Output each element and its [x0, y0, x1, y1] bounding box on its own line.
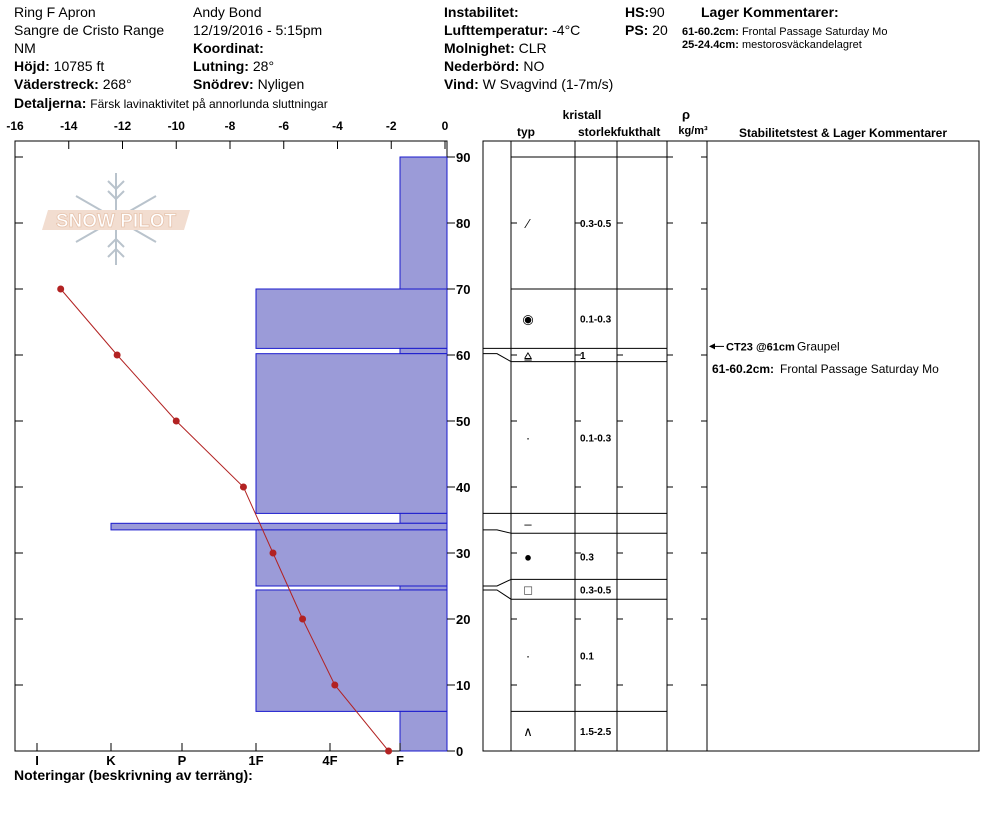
table-ticks — [511, 157, 707, 751]
wind-value: W Svagvind (1-7m/s) — [482, 76, 614, 92]
elevation-label: Höjd: — [14, 58, 50, 74]
grain-type-symbol: ◉ — [522, 311, 534, 327]
grain-type-symbol: · — [525, 648, 531, 664]
grain-size: 0.1-0.3 — [580, 314, 612, 326]
grain-size: 0.1 — [580, 651, 594, 663]
stability-test-label: CT23 @61cm — [726, 341, 795, 354]
grain-type-symbol: □ — [524, 582, 532, 598]
location-name: Ring F Apron — [14, 4, 96, 20]
precip-label: Nederbörd: — [444, 58, 520, 74]
grain-size: 1.5-2.5 — [580, 727, 612, 739]
col-header-rho: ρ — [681, 107, 691, 122]
instability-label: Instabilitet: — [444, 4, 519, 20]
aspect-label: Väderstreck: — [14, 76, 99, 92]
hardness-bars — [111, 157, 447, 751]
drift-label: Snödrev: — [193, 76, 254, 92]
temperature-point — [270, 550, 277, 557]
depth-tick-label: 10 — [456, 678, 471, 693]
airtemp-label: Lufttemperatur: — [444, 22, 549, 38]
col-header-moisture: fukthalt — [617, 125, 661, 139]
hardness-layer-bar — [400, 513, 447, 523]
grain-size: 1 — [580, 351, 586, 362]
hardness-tick-label: 4F — [322, 753, 338, 768]
logo-text: SNOW PILOT — [55, 211, 177, 232]
depth-tick-label: 20 — [456, 612, 471, 627]
grain-size: 0.3 — [580, 552, 594, 564]
elevation-value: 10785 ft — [53, 58, 105, 74]
layer-connector — [483, 590, 511, 599]
temperature-tick-label: -8 — [224, 119, 236, 133]
temperature-tick-label: 0 — [441, 119, 449, 133]
depth-tick-label: 50 — [456, 414, 471, 429]
slope-label: Lutning: — [193, 58, 249, 74]
temperature-tick-label: -10 — [167, 119, 185, 133]
temperature-point — [240, 484, 247, 491]
temperature-tick-label: -12 — [113, 119, 132, 133]
clouds-value: CLR — [518, 40, 547, 56]
col-header-density-unit: kg/m³ — [678, 125, 708, 137]
depth-tick-label: 90 — [456, 150, 471, 165]
hardness-tick-label: P — [177, 753, 187, 768]
drift-value: Nyligen — [257, 76, 305, 92]
temperature-tick-label: -14 — [60, 119, 78, 133]
col-header-crystal: kristall — [562, 108, 602, 122]
aspect-value: 268° — [102, 76, 132, 92]
layer-comment-2-depth: 25-24.4cm: — [682, 39, 739, 51]
hardness-layer-bar — [111, 523, 447, 530]
hardness-tick-label: F — [396, 753, 404, 768]
temperature-point — [173, 418, 180, 425]
layer-table — [483, 141, 979, 751]
depth-tick-label: 30 — [456, 546, 471, 561]
hardness-layer-bar — [400, 586, 447, 590]
grain-type-symbol: ∧ — [523, 724, 533, 740]
col-header-stability: Stabilitetstest & Lager Kommentarer — [738, 126, 948, 140]
col-header-size: storlek — [578, 125, 618, 139]
terrain-notes-label: Noteringar (beskrivning av terräng): — [14, 767, 253, 783]
stability-layer-depth: 61-60.2cm: — [712, 362, 775, 376]
grain-type-symbol: – — [524, 516, 532, 532]
temperature-point — [299, 616, 306, 623]
temperature-tick-label: -16 — [6, 119, 24, 133]
depth-axis — [447, 150, 470, 759]
layer-comments-title: Lager Kommentarer: — [701, 4, 839, 20]
details-value: Färsk lavinaktivitet på annorlunda sluttningar — [90, 97, 328, 111]
stability-test-comment: Graupel — [797, 339, 840, 354]
depth-tick-label: 70 — [456, 282, 471, 297]
hardness-layer-bar — [256, 289, 447, 348]
hardness-layer-bar — [256, 354, 447, 514]
stability-annotations — [709, 339, 939, 376]
grain-type-symbol: ⩠ — [524, 348, 532, 363]
stability-layer-text: Frontal Passage Saturday Mo — [780, 362, 939, 376]
hardness-layer-bar — [256, 530, 447, 586]
ps-value: 20 — [652, 22, 668, 38]
depth-tick-label: 60 — [456, 348, 471, 363]
col-header-type: typ — [517, 125, 535, 139]
grain-size: 0.1-0.3 — [580, 433, 612, 445]
hardness-layer-bar — [400, 348, 447, 353]
hs-label: HS: — [625, 4, 650, 20]
layer-comment-2-text: mestorosväckandelagret — [741, 39, 862, 51]
depth-tick-label: 80 — [456, 216, 471, 231]
observation-datetime: 12/19/2016 - 5:15pm — [193, 22, 323, 38]
hardness-layer-bar — [400, 711, 447, 751]
ps-label: PS: — [625, 22, 649, 38]
observer-name: Andy Bond — [193, 4, 262, 20]
temperature-point — [57, 286, 64, 293]
temperature-tick-label: -2 — [385, 119, 397, 133]
layer-comment-1-text: Frontal Passage Saturday Mo — [741, 26, 888, 38]
temperature-axis — [6, 119, 448, 149]
coordinate-label: Koordinat: — [193, 40, 264, 56]
temperature-tick-label: -4 — [332, 119, 343, 133]
temperature-point — [385, 748, 392, 755]
slope-value: 28° — [252, 58, 275, 74]
state-name: NM — [14, 40, 36, 56]
grain-size: 0.3-0.5 — [580, 219, 612, 230]
hardness-tick-label: I — [35, 753, 39, 768]
temperature-tick-label: -6 — [278, 119, 290, 133]
hardness-tick-label: 1F — [248, 753, 264, 768]
depth-tick-label: 0 — [456, 744, 464, 759]
grain-type-symbol: ● — [524, 549, 532, 565]
depth-tick-label: 40 — [456, 480, 471, 495]
airtemp-value: -4°C — [552, 22, 581, 38]
snowpilot-logo — [42, 173, 190, 265]
clouds-label: Molnighet: — [444, 40, 515, 56]
temperature-point — [331, 682, 338, 689]
wind-label: Vind: — [444, 76, 479, 92]
hardness-tick-label: K — [106, 753, 116, 768]
precip-value: NO — [523, 58, 545, 74]
stability-arrow-head — [709, 343, 715, 349]
table-frame — [483, 141, 979, 751]
layer-connector — [483, 354, 511, 362]
grain-size: 0.3-0.5 — [580, 585, 612, 597]
range-name: Sangre de Cristo Range — [14, 22, 165, 38]
layer-comment-1-depth: 61-60.2cm: — [682, 26, 739, 38]
grain-type-symbol: ⁄ — [526, 216, 530, 231]
details-label: Detaljerna: — [14, 95, 87, 111]
temperature-point — [114, 352, 121, 359]
hardness-layer-bar — [256, 590, 447, 711]
layer-connector — [483, 579, 511, 586]
grain-type-symbol: · — [525, 430, 531, 446]
layer-connector — [483, 530, 511, 533]
hs-value: 90 — [649, 4, 665, 20]
